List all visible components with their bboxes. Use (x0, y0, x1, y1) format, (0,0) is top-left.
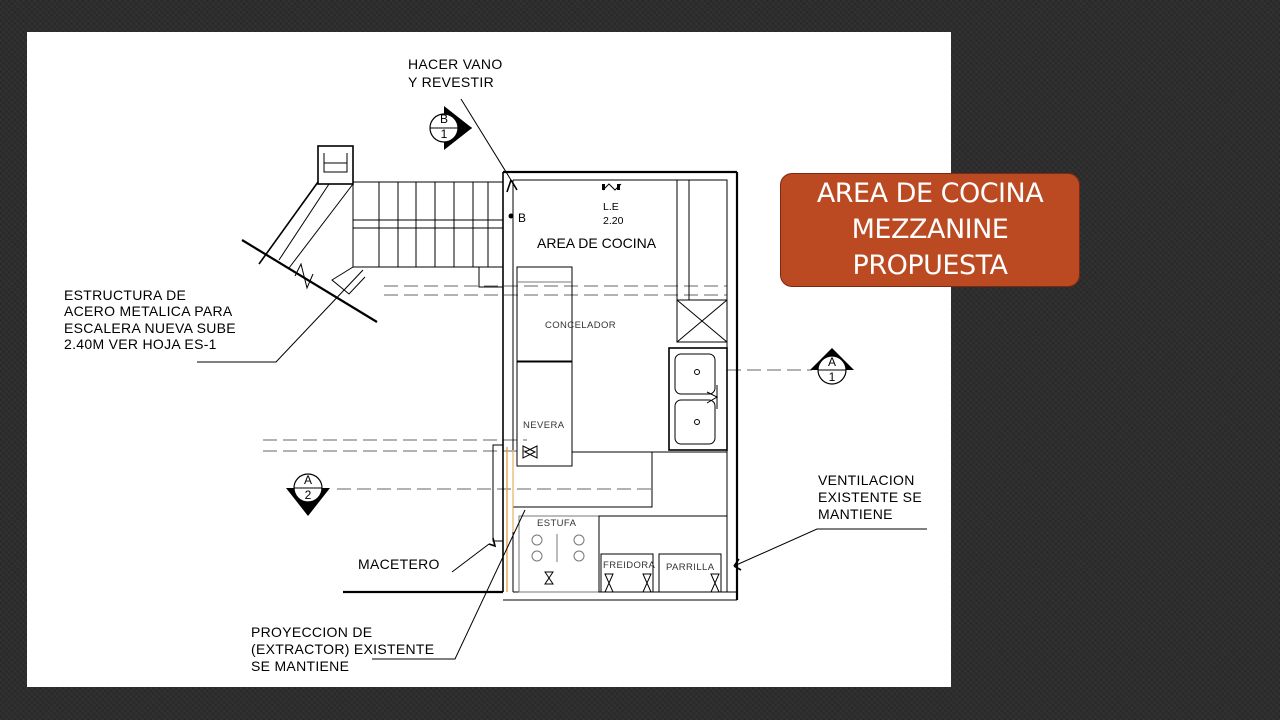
level-label: L.E (603, 201, 619, 213)
proyeccion-label-1: PROYECCION DE (251, 624, 373, 640)
parrilla-unit (659, 554, 721, 592)
estructura-label-3: ESCALERA NUEVA SUBE (64, 320, 236, 336)
nevera-unit (517, 362, 572, 466)
section-a1-letter: A (827, 355, 837, 369)
room-label-parrilla: PARRILLA (666, 562, 715, 573)
ventilacion-label-1: VENTILACION (818, 472, 915, 488)
section-a1-number: 1 (828, 370, 836, 384)
proyeccion-label-3: SE MANTIENE (251, 658, 350, 674)
title-line-3: PROPUESTA (852, 250, 1008, 281)
stair-landing-box (318, 146, 353, 184)
stair-flight (353, 182, 503, 267)
section-marker-b1 (430, 106, 472, 150)
section-a2-number: 2 (304, 488, 312, 502)
estructura-label-4: 2.40M VER HOJA ES-1 (64, 336, 217, 352)
floor-plan (27, 32, 951, 687)
grid-tag-b: B (518, 211, 527, 225)
section-b1-number: 1 (440, 127, 448, 141)
ventilacion-label-2: EXISTENTE SE (818, 489, 922, 505)
section-b1-letter: B (439, 112, 449, 126)
level-value: 2.20 (603, 215, 624, 227)
ventilacion-label-3: MANTIENE (818, 506, 893, 522)
room-label-freidora: FREIDORA (603, 560, 656, 571)
concelador-unit (517, 267, 572, 361)
section-a2-letter: A (303, 473, 313, 487)
room-label-estufa: ESTUFA (537, 518, 577, 529)
estructura-label-2: ACERO METALICA PARA (64, 303, 233, 319)
room-label-concelador: CONCELADOR (545, 320, 617, 331)
proyeccion-label-2: (EXTRACTOR) EXISTENTE (251, 641, 435, 657)
hacer-vano-label: HACER VANO (408, 56, 503, 72)
title-line-1: AREA DE COCINA (816, 178, 1044, 209)
macetero-planter (493, 445, 503, 541)
drawing-sheet (27, 32, 951, 687)
double-sink (669, 348, 727, 450)
room-label-nevera: NEVERA (523, 420, 565, 431)
title-line-2: MEZZANINE (851, 214, 1009, 245)
room-label-area-de-cocina: AREA DE COCINA (537, 235, 657, 251)
slide-title-box (780, 173, 1080, 287)
estructura-label-1: ESTRUCTURA DE (64, 287, 187, 303)
staircase (242, 146, 503, 322)
macetero-label: MACETERO (358, 556, 440, 572)
revestir-label: Y REVESTIR (408, 74, 494, 90)
